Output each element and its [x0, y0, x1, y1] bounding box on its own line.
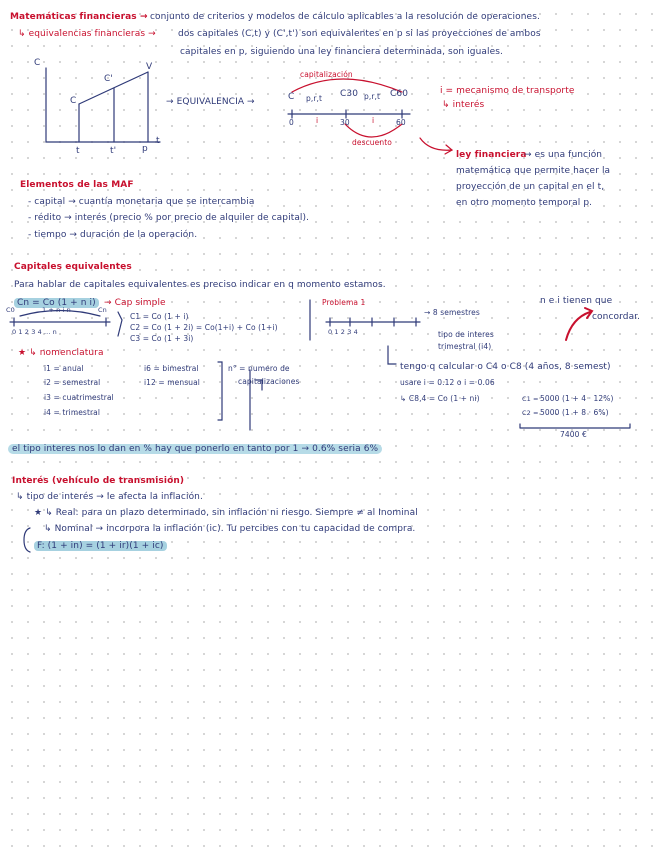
equivalencia-arrow-label: → EQUIVALENCIA → — [166, 97, 255, 107]
timeline-c0: C0 — [6, 306, 15, 314]
ley-text-2: matemática que permite hacer la — [456, 166, 611, 176]
graph-v-label: V — [146, 62, 153, 72]
equivalencias-label: ↳ equivalencias financieras → — [18, 29, 156, 39]
problema-c2-label: C2 = — [522, 409, 539, 417]
c3-formula: C3 = Co (1 + 3i) — [130, 334, 194, 343]
c2-formula: C2 = Co (1 + 2i) = Co(1+i) + Co (1+i) — [130, 323, 278, 332]
graph-p-label: p — [142, 144, 148, 154]
problema-tengo-1: tengo q calcular o C4 o C8 (4 años, 8 semest) — [400, 362, 611, 372]
graph-axes — [46, 68, 160, 142]
ley-financiera-label: ley financiera — [456, 150, 527, 160]
graph-t-axis-label: t — [156, 136, 160, 146]
capitales-formula: Cn = Co (1 + n i) — [14, 298, 99, 309]
nomenclatura-item: i12 = mensual — [144, 378, 200, 387]
interes-formula: F: (1 + in) = (1 + ir)(1 + ic) — [34, 541, 167, 552]
nomenclatura-item: i4 = trimestral — [44, 408, 101, 417]
timeline-top-label: 1 + n i n — [42, 306, 71, 314]
side-note-1: n e i tienen que — [540, 296, 613, 306]
descuento-arc — [345, 124, 402, 137]
side-note-2: concordar. — [592, 312, 641, 322]
elementos-item: - capital → cuantía monetaria que se intercambia — [28, 197, 255, 207]
problema-c1-label: C1 = — [522, 395, 539, 403]
equivalencias-definition-1: dos capitales (C,t) y (C',t') son equivalentes en p si las proyecciones de ambos — [178, 29, 541, 39]
problema-result: 7400 € — [560, 430, 587, 439]
ley-text-1: → es una función — [524, 150, 603, 160]
elementos-title: Elementos de las MAF — [20, 180, 134, 190]
timeline1-prt-1: p,r,t — [306, 94, 323, 103]
problema-semestres: → 8 semestres — [424, 308, 480, 317]
capitalizaciones-note-2: capitalizaciones — [238, 377, 300, 386]
interest-mechanism: i = mecanismo de transporte — [440, 86, 575, 96]
elementos-item: - rédito → interés (precio % por precio de alquiler de capital). — [28, 213, 310, 223]
problema-c2-value: 5000 (1 + 8 · 6%) — [540, 408, 609, 417]
nomenclatura-title: ★ ↳ nomenclatura — [18, 348, 104, 358]
problema-tipo-1: tipo de interes — [438, 330, 494, 339]
graph-c-axis-label: C — [34, 58, 41, 68]
nomenclatura-item: i6 = bimestral — [144, 364, 199, 373]
interest-label: ↳ interés — [442, 100, 485, 110]
elementos-item: - tiempo → duración de la operación. — [28, 230, 198, 240]
graph-c-label: C — [70, 96, 77, 106]
problema-title: Problema 1 — [322, 298, 366, 307]
timeline1-t0: 0 — [289, 118, 294, 127]
graph-tprime-label: t' — [110, 146, 117, 156]
graph-verticals — [79, 72, 148, 142]
definition-text: conjunto de criterios y modelos de cálculo aplicables a la resolución de operaciones. — [150, 12, 540, 22]
section-title-matematicas: Matemáticas financieras → — [10, 12, 148, 22]
timeline-cn: Cn — [98, 306, 107, 314]
timeline1-t60: 60 — [396, 118, 406, 127]
problema-tipo-2: trimestral (i4) — [438, 342, 492, 351]
arrow-to-ley — [420, 138, 452, 150]
ley-text-4: en otro momento temporal p. — [456, 198, 593, 208]
timeline1-t30: 30 — [340, 118, 350, 127]
c1-formula: C1 = Co (1 + i) — [130, 312, 189, 321]
timeline-numbers: 0 1 2 3 4 ... n — [12, 328, 57, 336]
timeline1-c: C — [288, 92, 295, 102]
ley-text-3: proyección de un capital en el t, — [456, 182, 605, 192]
nomenclatura-item: i3 = cuatrimestral — [44, 393, 114, 402]
nomenclatura-item: i2 = semestral — [44, 378, 101, 387]
interes-brace — [24, 528, 30, 552]
timeline1-c30: C30 — [340, 89, 359, 99]
timeline1-i-2: i — [372, 116, 375, 125]
result-bracket — [520, 424, 630, 428]
interes-title: Interés (vehículo de transmisión) — [12, 476, 185, 486]
timeline1-c60: C60 — [390, 89, 409, 99]
timeline1-i-1: i — [316, 116, 319, 125]
problema-tengo-2: usare i = 0.12 o i = 0.06 — [400, 378, 495, 387]
problema-c1-value: 5000 (1 + 4 · 12%) — [540, 394, 614, 403]
interes-line-1: ↳ tipo de interés → le afecta la inflación. — [16, 492, 203, 502]
capitales-title: Capitales equivalentes — [14, 262, 132, 272]
interes-real: ★ ↳ Real: para un plazo determinado, sin inflación ni riesgo. Siempre ≠ al Inominal — [34, 508, 418, 518]
cap-simple-label: → Cap simple — [104, 298, 166, 308]
highlight-note: el tipo interes nos lo dan en % hay que ponerlo en tanto por 1 → 0.6% seria 6% — [8, 444, 382, 455]
capitales-intro: Para hablar de capitales equivalentes es preciso indicar en q momento estamos. — [14, 280, 386, 290]
timeline1-prt-2: p,r,t — [364, 92, 381, 101]
graph-t-label: t — [76, 146, 80, 156]
nomenclatura-bracket — [218, 362, 222, 420]
problema-numbers: 0 1 2 3 4 — [328, 328, 358, 336]
problema-formula: ↳ C8,4 = Co (1 + ni) — [400, 394, 480, 403]
interes-nominal: ↳ Nominal → incorpora la inflación (ic). Tu percibes con tu capacidad de compra. — [44, 524, 416, 534]
descuento-label: descuento — [352, 138, 392, 147]
capitalizaciones-note-1: n° = numero de — [228, 364, 290, 373]
graph-cprime-label: C' — [104, 74, 113, 84]
equivalencias-definition-2: capitales en p, siguiendo una ley financiera determinada, son iguales. — [180, 47, 504, 57]
capitalizacion-label: capitalización — [300, 70, 353, 79]
nomenclatura-item: i1 = anual — [44, 364, 84, 373]
